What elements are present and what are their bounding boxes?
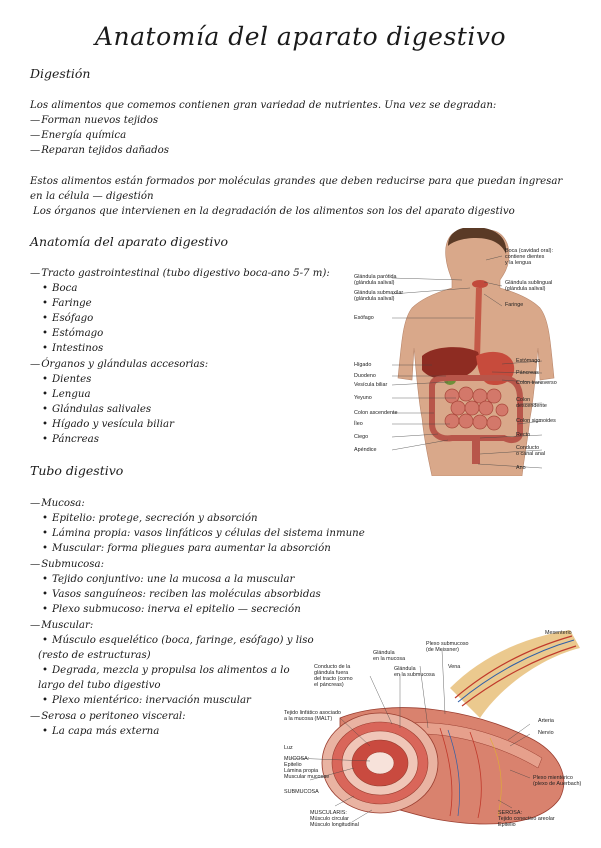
- digestion-paragraph-line: Estos alimentos están formados por moléculas grandes que deben reducirse para que puedan ingresar: [30, 176, 563, 187]
- figure-label: Lámina propia: [284, 768, 319, 774]
- figure-label: Glándula: [394, 666, 416, 672]
- figure-label: (glándula salival): [354, 296, 395, 302]
- digestive-tube-layers-figure: [280, 628, 590, 836]
- figure-label: Colon ascendente: [354, 410, 398, 416]
- digestion-paragraph-line: en la célula — digestión: [30, 191, 154, 202]
- list-item: • Dientes: [30, 372, 91, 387]
- figure-label: Músculo circular: [310, 816, 349, 822]
- figure-label: Músculo longitudinal: [310, 822, 359, 828]
- digestive-system-figure: [352, 228, 584, 476]
- figure-label: Glándula sublingual: [505, 280, 553, 286]
- list-item: • Degrada, mezcla y propulsa los alimentos a lo: [30, 663, 290, 678]
- list-item: • Plexo mientérico: inervación muscular: [30, 693, 251, 708]
- figure-label: MUCOSA:: [284, 756, 310, 762]
- page-title: Anatomía del aparato digestivo: [94, 22, 506, 51]
- list-item: • Faringe: [30, 296, 92, 311]
- figure-label: Conducto de la: [314, 664, 351, 670]
- tube-layer-muscular: — Muscular:: [30, 618, 93, 633]
- digestion-intro: Los alimentos que comemos contienen gran variedad de nutrientes. Una vez se degradan:: [30, 100, 497, 111]
- figure-label: glándula fuera: [314, 670, 349, 676]
- tube-layer-serosa: — Serosa o peritoneo visceral:: [30, 709, 186, 724]
- list-item-continuation: (resto de estructuras): [38, 650, 151, 661]
- figure-label: Estómago: [516, 358, 541, 364]
- figure-label: Ciego: [354, 434, 369, 440]
- figure-label: SEROSA:: [498, 810, 522, 816]
- figure-label: (de Meissner): [426, 647, 459, 653]
- figure-label: el páncreas): [314, 682, 344, 688]
- section-heading-digestion: Digestión: [30, 66, 91, 81]
- figure-label: Colon transverso: [516, 380, 557, 386]
- anatomy-tract: — Tracto gastrointestinal (tubo digestivo boca-ano 5-7 m):: [30, 266, 330, 281]
- figure-label: Tejido linfático asociado: [284, 710, 341, 716]
- figure-label: Duodeno: [354, 373, 376, 379]
- list-item: • Páncreas: [30, 432, 99, 447]
- figure-label: Glándula: [373, 650, 395, 656]
- list-item: • Lámina propia: vasos linfáticos y células del sistema inmune: [30, 526, 365, 541]
- figure-label: Glándula parótida: [354, 274, 397, 280]
- list-item-continuation: largo del tubo digestivo: [38, 680, 161, 691]
- figure-label: descendente: [516, 403, 547, 409]
- figure-label: Tejido conectivo areolar: [498, 816, 555, 822]
- figure-label: Glándula submaxilar: [354, 290, 404, 296]
- figure-label: Vesícula biliar: [354, 382, 388, 388]
- section-heading-anatomy: Anatomía del aparato digestivo: [30, 234, 229, 249]
- list-item: • Epitelio: protege, secreción y absorción: [30, 511, 258, 526]
- figure-label: Apéndice: [354, 447, 377, 453]
- list-item: • Hígado y vesícula biliar: [30, 417, 174, 432]
- figure-label: Faringe: [505, 302, 524, 308]
- list-item: • Tejido conjuntivo: une la mucosa a la muscular: [30, 572, 294, 587]
- figure-label: Esófago: [354, 315, 374, 321]
- figure-label: Muscular mucosae: [284, 774, 330, 780]
- figure-label: Boca (cavidad oral):: [505, 248, 553, 254]
- figure-label: Hígado: [354, 362, 372, 368]
- list-item: • Estómago: [30, 326, 103, 341]
- digestion-item: — Energía química: [30, 128, 126, 143]
- figure-label: Epitelio: [284, 762, 302, 768]
- list-item: • Lengua: [30, 387, 91, 402]
- figure-label: SUBMUCOSA: [284, 789, 319, 795]
- figure-label: Recto: [516, 432, 531, 438]
- figure-label: en la mucosa: [373, 656, 406, 662]
- figure-label: del tracto (como: [314, 676, 353, 682]
- figure-label: MUSCULARIS:: [310, 810, 347, 816]
- figure-label: Íleo: [354, 421, 363, 427]
- tube-layer-submucosa: — Submucosa:: [30, 557, 104, 572]
- figure-label: Colon sigmoides: [516, 418, 556, 424]
- list-item: • La capa más externa: [30, 724, 159, 739]
- list-item: • Boca: [30, 281, 77, 296]
- digestion-paragraph-line: Los órganos que intervienen en la degradación de los alimentos son los del aparato digestivo: [33, 206, 515, 217]
- digestion-item: — Forman nuevos tejidos: [30, 113, 158, 128]
- figure-label: Páncreas: [516, 370, 539, 376]
- figure-label: y la lengua: [505, 260, 532, 266]
- figure-label: Vena: [448, 664, 461, 670]
- digestive-system-illustration: [352, 228, 584, 476]
- figure-label: (plexo de Auerbach): [533, 781, 582, 787]
- anatomy-accessory: — Órganos y glándulas accesorias:: [30, 357, 208, 372]
- digestion-item: — Reparan tejidos dañados: [30, 143, 169, 158]
- figure-label: Mesenterio: [545, 630, 572, 636]
- list-item: • Músculo esquelético (boca, faringe, esófago) y liso: [30, 633, 314, 648]
- list-item: • Intestinos: [30, 341, 103, 356]
- figure-label: Plexo mientérico: [533, 775, 573, 781]
- figure-label: Nervio: [538, 730, 554, 736]
- tube-layer-mucosa: — Mucosa:: [30, 496, 85, 511]
- figure-label: Plexo submucoso: [426, 641, 469, 647]
- figure-label: o canal anal: [516, 451, 546, 457]
- figure-label: Arteria: [538, 718, 554, 724]
- list-item: • Esófago: [30, 311, 93, 326]
- figure-label: contiene dientes: [505, 254, 545, 260]
- figure-label: Yeyuno: [354, 395, 372, 401]
- figure-label: en la submucosa: [394, 672, 435, 678]
- list-item: • Plexo submucoso: inerva el epitelio — secreción: [30, 602, 301, 617]
- figure-label: (glándula salival): [354, 280, 395, 286]
- list-item: • Muscular: forma pliegues para aumentar la absorción: [30, 541, 331, 556]
- figure-label: Colon: [516, 397, 531, 403]
- figure-label: a la mucosa (MALT): [284, 716, 333, 722]
- figure-label: Luz: [284, 745, 293, 751]
- figure-label: Epitelio: [498, 822, 516, 828]
- figure-label: Ano: [516, 465, 526, 471]
- section-heading-tube: Tubo digestivo: [30, 463, 124, 478]
- list-item: • Vasos sanguíneos: reciben las moléculas absorbidas: [30, 587, 321, 602]
- figure-label: (glándula salival): [505, 286, 546, 292]
- figure-label: Conducto: [516, 445, 540, 451]
- list-item: • Glándulas salivales: [30, 402, 151, 417]
